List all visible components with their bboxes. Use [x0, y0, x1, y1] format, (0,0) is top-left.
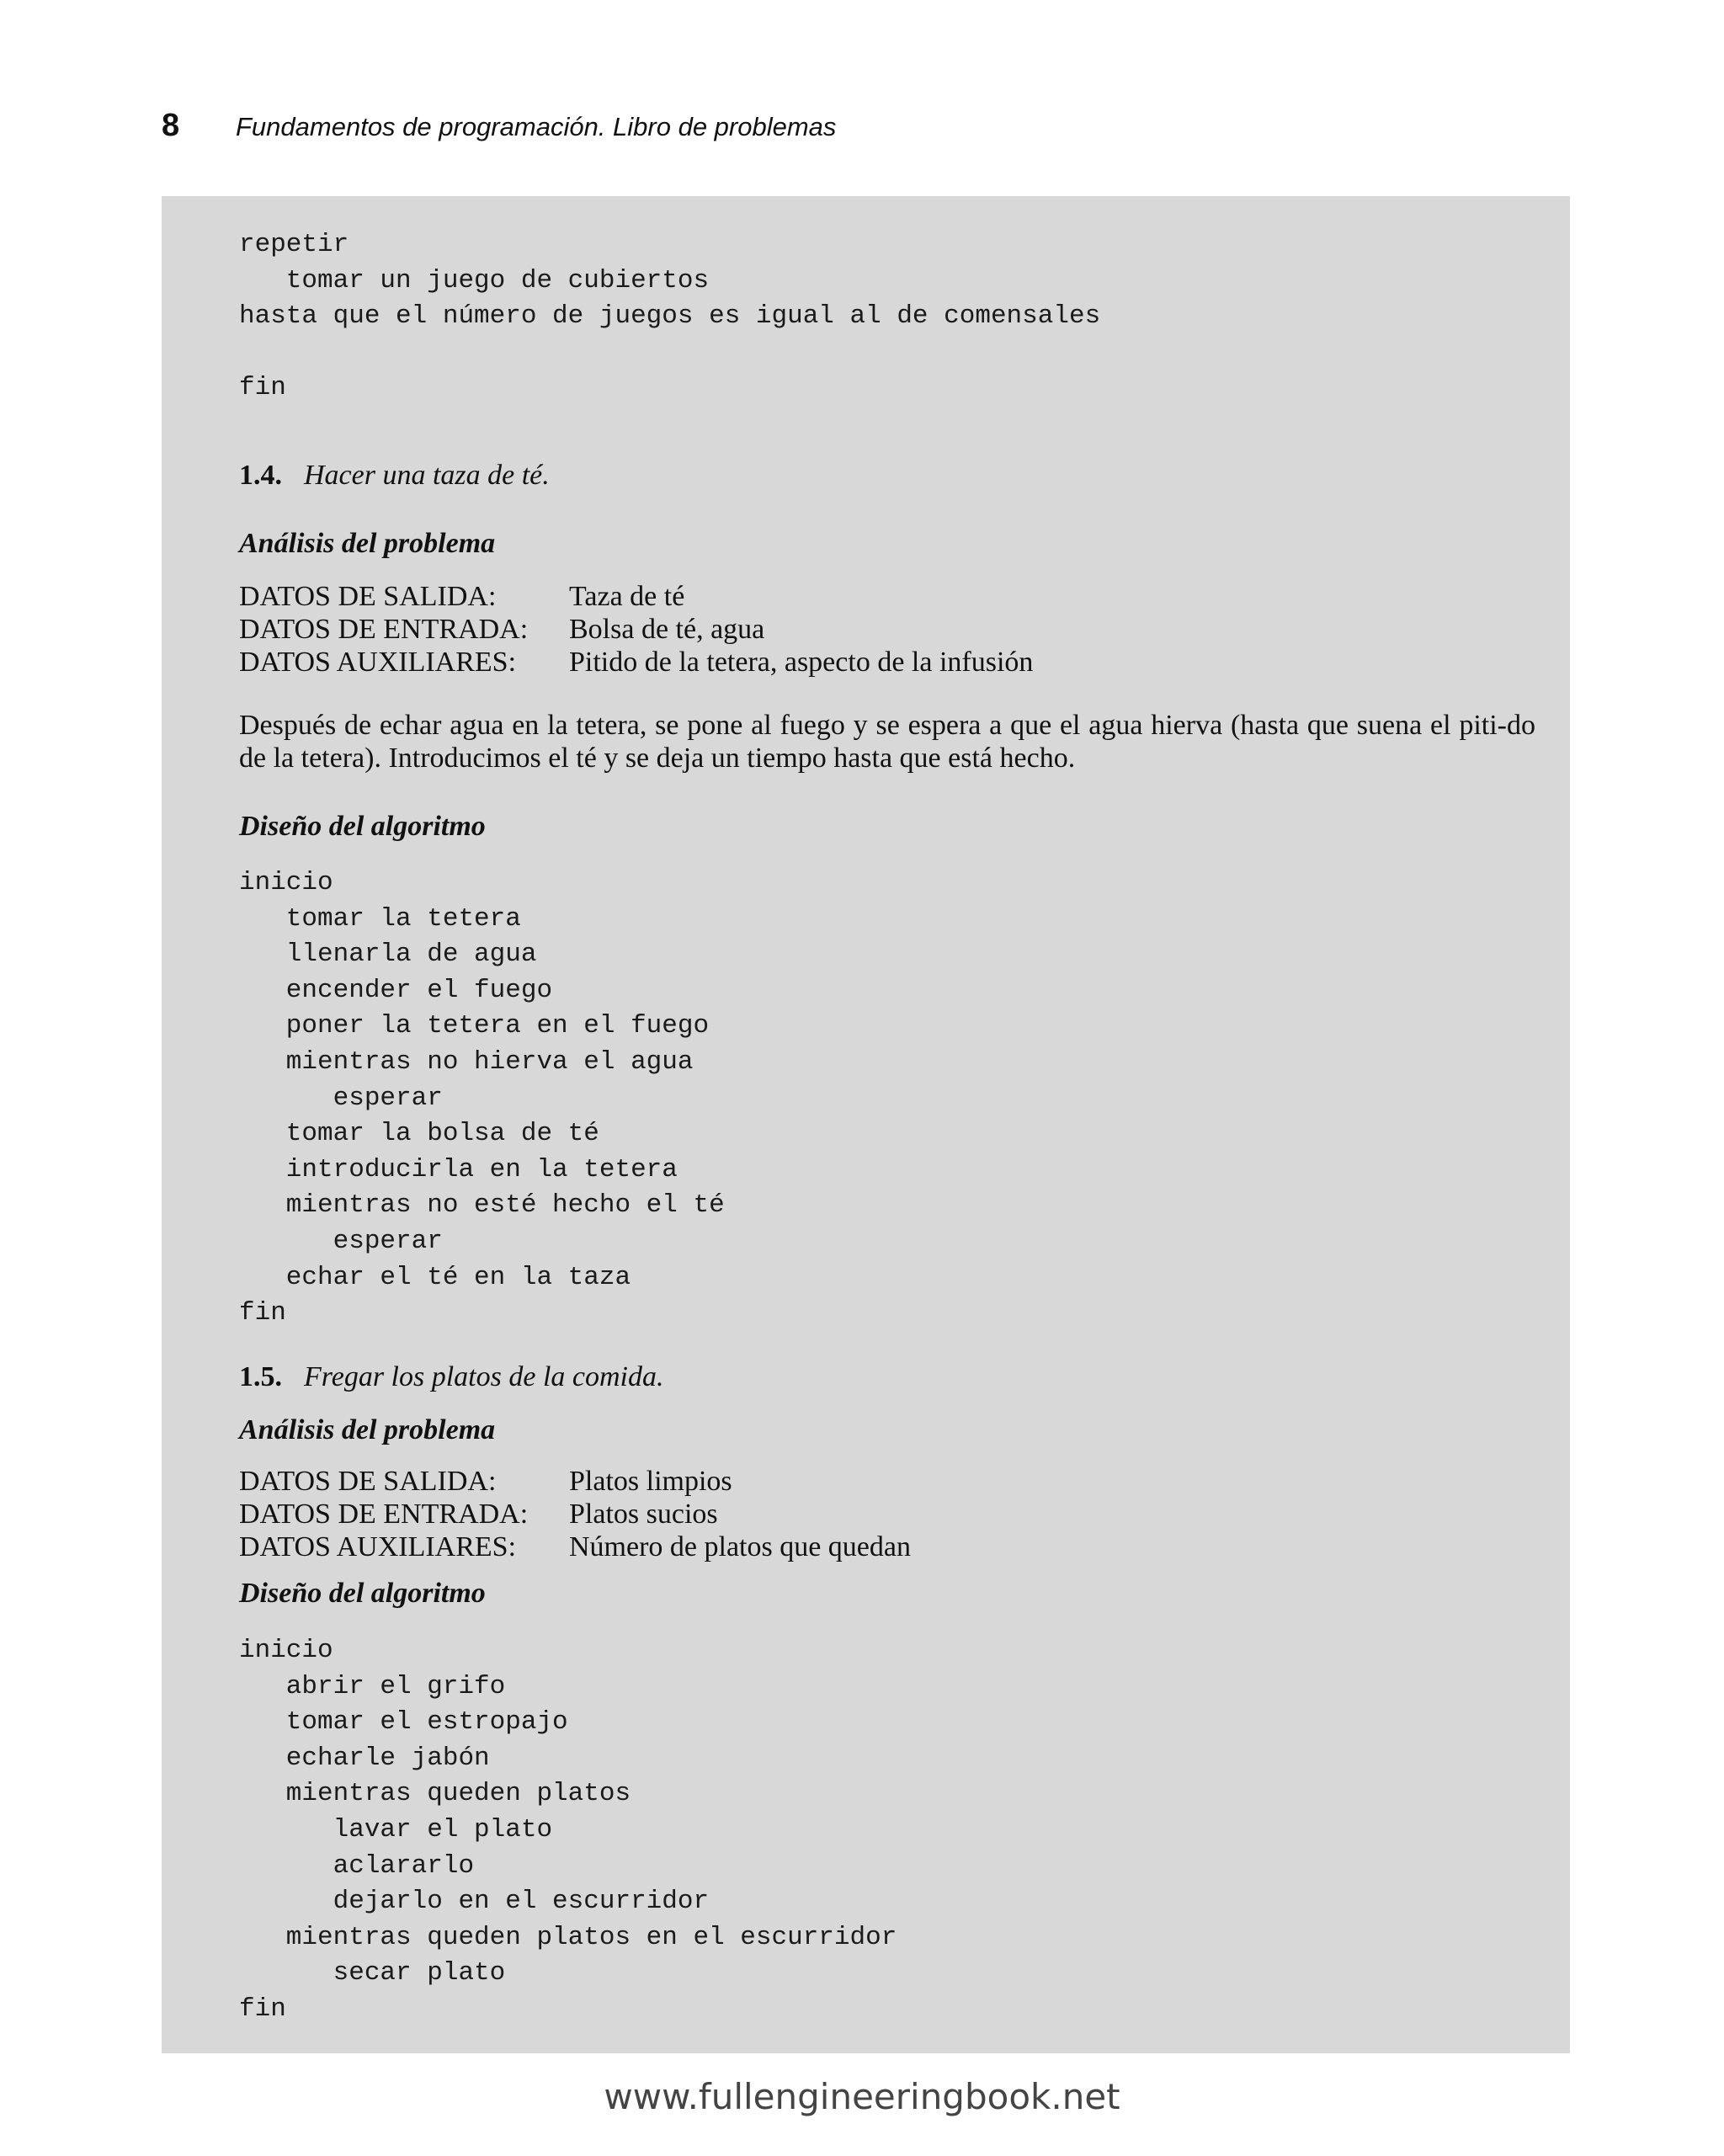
datos-value: Platos limpios	[569, 1466, 732, 1497]
problem-title-text: Hacer una taza de té.	[304, 460, 550, 491]
problem-title-1-5	[239, 1360, 664, 1393]
datos-value: Número de platos que quedan	[569, 1531, 911, 1562]
code-block-1-4: inicio tomar la tetera llenarla de agua encender el fuego poner la tetera en el fuego mientras no hierva el agua esperar tomar la bolsa de té introducirla en la tetera mientras no esté hecho el té esperar echar el té en la taza fin	[239, 868, 725, 1328]
datos-label: DATOS DE SALIDA:	[239, 1466, 497, 1497]
datos-label: DATOS DE SALIDA:	[239, 581, 497, 612]
problem-title-text: Fregar los platos de la comida.	[304, 1361, 664, 1392]
datos-label: DATOS AUXILIARES:	[239, 1531, 517, 1562]
datos-row	[239, 1498, 911, 1530]
page-header	[162, 108, 836, 144]
datos-value: Bolsa de té, agua	[569, 614, 765, 645]
datos-row	[239, 613, 1033, 646]
problem-title-1-4	[239, 459, 550, 492]
analysis-heading-1-4: Análisis del problema	[239, 528, 496, 559]
design-heading-1-4: Diseño del algoritmo	[239, 811, 486, 842]
datos-table-1-4	[239, 580, 1033, 679]
datos-row	[239, 1465, 911, 1498]
datos-row	[239, 1530, 911, 1563]
datos-row	[239, 580, 1033, 613]
datos-label: DATOS DE ENTRADA:	[239, 1499, 529, 1530]
explanation-paragraph: Después de echar agua en la tetera, se pone al fuego y se espera a que el agua hierva (hasta que suena el piti-do de la tetera). Introducimos el té y se deja un tiempo hasta que está hecho.	[239, 710, 1535, 774]
analysis-heading-1-5: Análisis del problema	[239, 1414, 496, 1445]
datos-row	[239, 646, 1033, 679]
code-block-1-5: inicio abrir el grifo tomar el estropajo echarle jabón mientras queden platos lavar el plato aclararlo dejarlo en el escurridor mientras queden platos en el escurridor secar plato fin	[239, 1636, 897, 2024]
datos-label: DATOS AUXILIARES:	[239, 647, 517, 678]
problem-number: 1.4.	[239, 460, 282, 491]
page-number: 8	[162, 108, 180, 143]
datos-table-1-5	[239, 1465, 911, 1563]
book-title: Fundamentos de programación. Libro de problemas	[236, 112, 837, 141]
datos-value: Pitido de la tetera, aspecto de la infusión	[569, 647, 1034, 678]
design-heading-1-5: Diseño del algoritmo	[239, 1578, 486, 1609]
datos-value: Taza de té	[569, 581, 685, 612]
footer-url: www.fullengineeringbook.net	[604, 2076, 1120, 2117]
datos-value: Platos sucios	[569, 1499, 718, 1530]
code-block-top: repetir tomar un juego de cubiertos hasta que el número de juegos es igual al de comensales fin	[239, 230, 1101, 403]
datos-label: DATOS DE ENTRADA:	[239, 614, 529, 645]
problem-number: 1.5.	[239, 1361, 282, 1392]
